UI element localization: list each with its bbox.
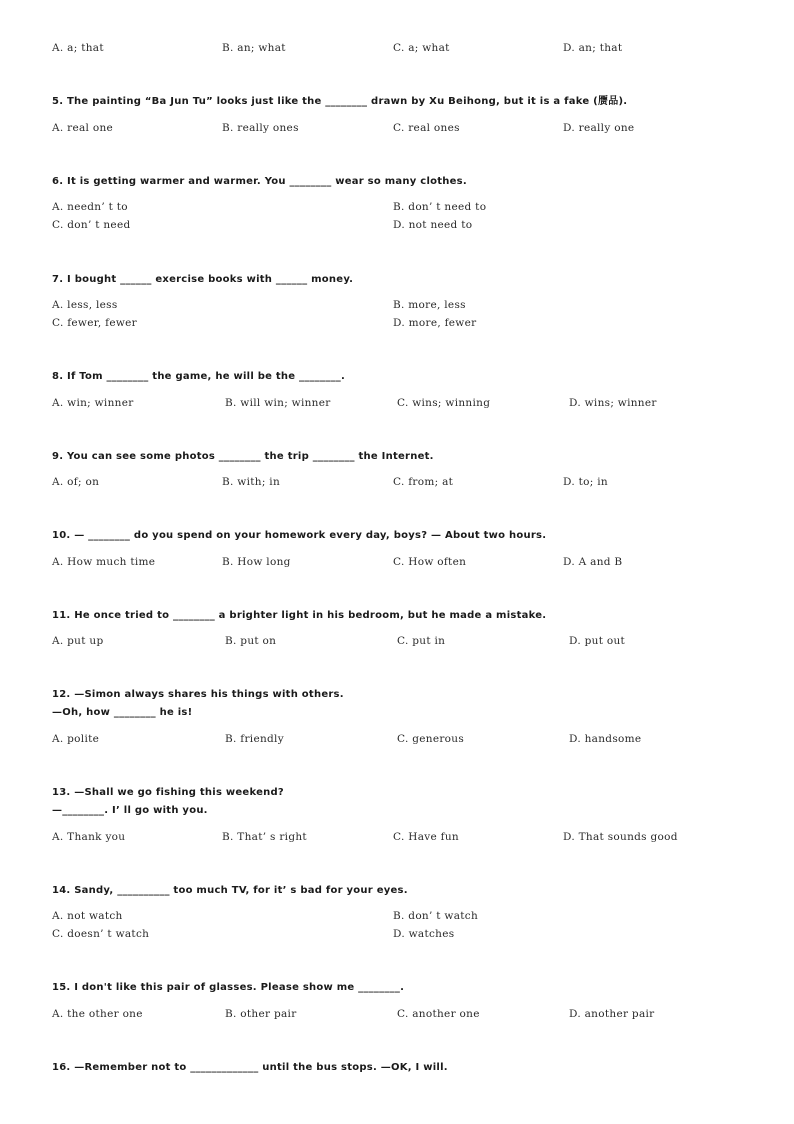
- q13-option-d: D. That sounds good: [563, 831, 678, 843]
- q12-option-c: C. generous: [397, 733, 465, 745]
- q13-question-line1: 13. —Shall we go fishing this weekend?: [52, 787, 284, 798]
- q15-option-d: D. another pair: [569, 1008, 655, 1020]
- q9-option-a: A. of; on: [52, 476, 100, 488]
- q15-option-b: B. other pair: [225, 1008, 297, 1020]
- q16-question: 16. —Remember not to _____________ until the bus stops. —OK, I will.: [52, 1062, 448, 1073]
- q11-option-b: B. put on: [225, 635, 277, 647]
- q9-question: 9. You can see some photos ________ the trip ________ the Internet.: [52, 451, 434, 462]
- q4-option-a: A. a; that: [52, 42, 104, 54]
- q7-question: 7. I bought ______ exercise books with ______ money.: [52, 274, 354, 285]
- q5-option-a: A. real one: [52, 122, 114, 134]
- q6-option-b: B. don’ t need to: [393, 201, 487, 213]
- q7-option-d: D. more, fewer: [393, 317, 477, 329]
- q7-option-c: C. fewer, fewer: [52, 317, 137, 329]
- q7-option-a: A. less, less: [52, 299, 118, 311]
- q9-option-d: D. to; in: [563, 476, 608, 488]
- q5-option-b: B. really ones: [222, 122, 299, 134]
- q5-question: 5. The painting “Ba Jun Tu” looks just like the ________ drawn by Xu Beihong, but it is a fake (赝品).: [52, 96, 628, 107]
- q4-option-c: C. a; what: [393, 42, 450, 54]
- q8-option-b: B. will win; winner: [225, 397, 331, 409]
- q4-option-b: B. an; what: [222, 42, 286, 54]
- q6-question: 6. It is getting warmer and warmer. You ________ wear so many clothes.: [52, 176, 467, 187]
- q5-option-c: C. real ones: [393, 122, 460, 134]
- q11-option-d: D. put out: [569, 635, 626, 647]
- q14-option-c: C. doesn’ t watch: [52, 928, 150, 940]
- q14-option-b: B. don’ t watch: [393, 910, 479, 922]
- q12-option-a: A. polite: [52, 733, 100, 745]
- q13-option-c: C. Have fun: [393, 831, 459, 843]
- q11-option-c: C. put in: [397, 635, 446, 647]
- q13-option-b: B. That’ s right: [222, 831, 307, 843]
- q6-option-a: A. needn’ t to: [52, 201, 128, 213]
- q13-option-a: A. Thank you: [52, 831, 126, 843]
- q8-option-d: D. wins; winner: [569, 397, 657, 409]
- q15-option-a: A. the other one: [52, 1008, 143, 1020]
- q14-question: 14. Sandy, __________ too much TV, for it’ s bad for your eyes.: [52, 885, 408, 896]
- q9-option-b: B. with; in: [222, 476, 281, 488]
- q4-option-d: D. an; that: [563, 42, 623, 54]
- q15-option-c: C. another one: [397, 1008, 480, 1020]
- q11-option-a: A. put up: [52, 635, 104, 647]
- q9-option-c: C. from; at: [393, 476, 454, 488]
- q7-option-b: B. more, less: [393, 299, 466, 311]
- q6-option-d: D. not need to: [393, 219, 473, 231]
- q8-option-c: C. wins; winning: [397, 397, 491, 409]
- q10-question: 10. — ________ do you spend on your homework every day, boys? — About two hours.: [52, 530, 547, 541]
- q12-question-line1: 12. —Simon always shares his things with others.: [52, 689, 344, 700]
- q12-question-line2: —Oh, how ________ he is!: [52, 707, 193, 718]
- q5-option-d: D. really one: [563, 122, 635, 134]
- q14-option-d: D. watches: [393, 928, 455, 940]
- q12-option-d: D. handsome: [569, 733, 642, 745]
- q15-question: 15. I don't like this pair of glasses. Please show me ________.: [52, 982, 405, 993]
- q11-question: 11. He once tried to ________ a brighter light in his bedroom, but he made a mistake.: [52, 610, 547, 621]
- q8-option-a: A. win; winner: [52, 397, 134, 409]
- q13-question-line2: —________. I’ ll go with you.: [52, 805, 208, 816]
- q10-option-a: A. How much time: [52, 556, 156, 568]
- q12-option-b: B. friendly: [225, 733, 284, 745]
- q14-option-a: A. not watch: [52, 910, 123, 922]
- q8-question: 8. If Tom ________ the game, he will be the ________.: [52, 371, 346, 382]
- q10-option-d: D. A and B: [563, 556, 623, 568]
- q10-option-c: C. How often: [393, 556, 467, 568]
- q10-option-b: B. How long: [222, 556, 291, 568]
- q6-option-c: C. don’ t need: [52, 219, 131, 231]
